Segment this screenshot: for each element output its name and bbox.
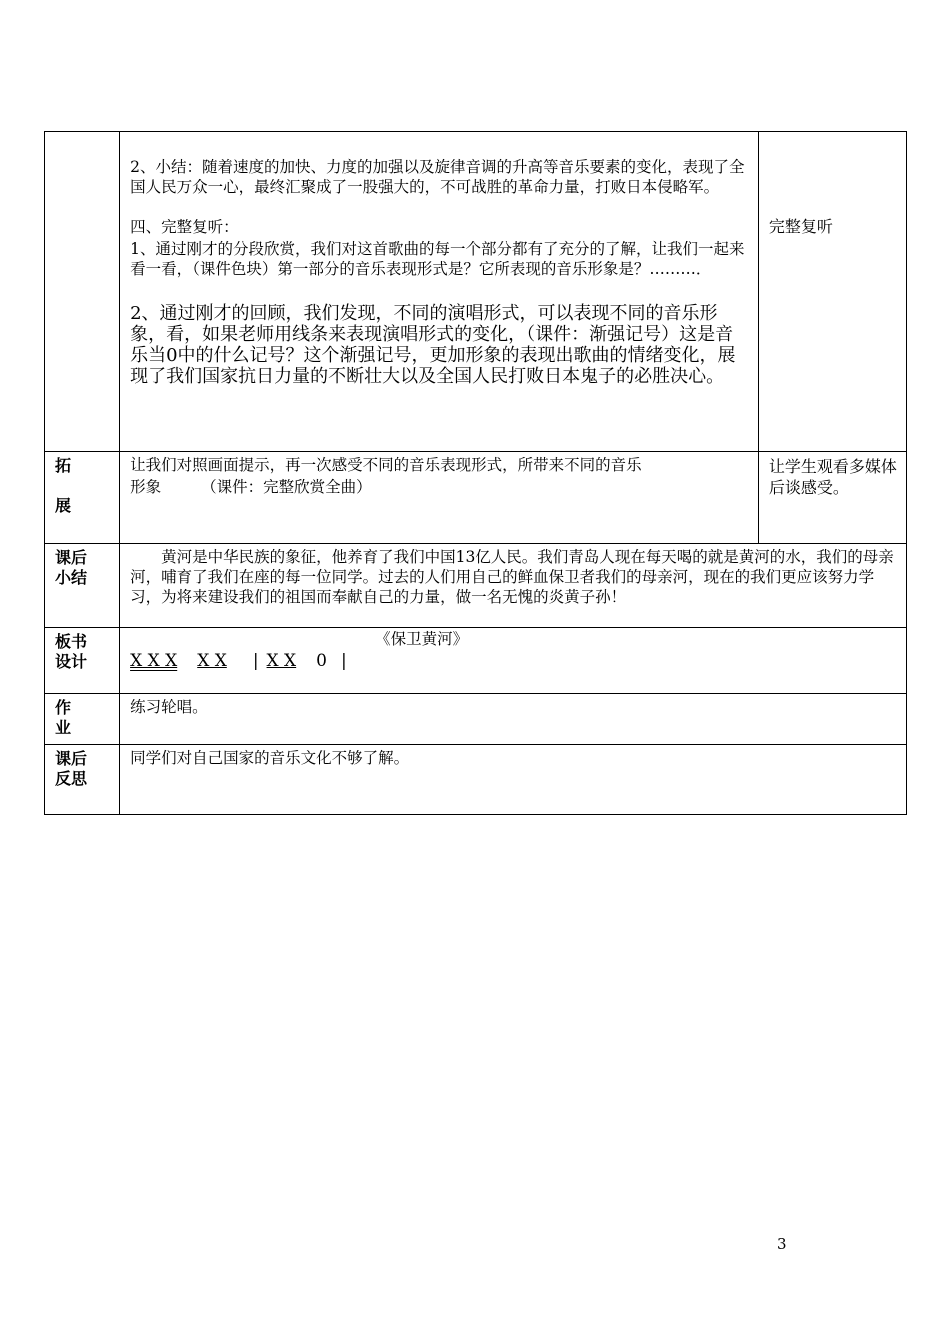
board-label-cell — [45, 628, 120, 694]
extension-side-note: 让学生观看多媒体后谈感受。 — [768, 457, 897, 497]
end-bar-line: | — [340, 651, 347, 671]
board-label-1: 板书 — [55, 632, 88, 651]
extension-label-1: 拓 — [55, 456, 72, 475]
review-section-heading: 四、完整复听： — [130, 218, 239, 236]
summary-row — [45, 544, 907, 628]
summary-label-1: 课后 — [55, 548, 88, 567]
homework-content-cell — [120, 694, 907, 745]
reflection-row — [45, 745, 907, 815]
review-summary: 2、小结：随着速度的加快、力度的加强以及旋律音调的升高等音乐要素的变化，表现了全国人民万众一心，最终汇聚成了一股强大的，不可战胜的革命力量，打败日本侵略军。 — [130, 158, 745, 196]
board-content-cell — [120, 628, 907, 694]
homework-label-2: 业 — [55, 718, 72, 737]
summary-label-2: 小结 — [55, 568, 88, 587]
rhythm-group-2: X X — [197, 651, 227, 671]
review-side-cell — [758, 132, 906, 452]
bar-line: | — [252, 651, 259, 671]
extension-side-cell — [758, 452, 906, 544]
reflection-content-cell — [120, 745, 907, 815]
review-content-cell — [120, 132, 759, 452]
homework-text: 练习轮唱。 — [130, 698, 208, 716]
rhythm-group-1: X X X — [130, 651, 178, 671]
reflection-label-2: 反思 — [55, 769, 88, 788]
board-rhythm-line — [120, 649, 906, 671]
lesson-plan-table — [44, 131, 907, 815]
extension-courseware-note: （课件：完整欣赏全曲） — [201, 478, 372, 496]
review-side-note: 完整复听 — [768, 217, 833, 236]
summary-label-cell — [45, 544, 120, 628]
extension-row — [45, 452, 907, 544]
reflection-text: 同学们对自己国家的音乐文化不够了解。 — [130, 749, 410, 767]
review-label-cell — [45, 132, 120, 452]
reflection-label-cell — [45, 745, 120, 815]
rhythm-group-3: X X — [266, 651, 297, 671]
review-row — [45, 132, 907, 452]
review-point-1: 1、通过刚才的分段欣赏，我们对这首歌曲的每一个部分都有了充分的了解，让我们一起来看一看，（课件色块）第一部分的音乐表现形式是？它所表现的音乐形象是？………． — [130, 240, 745, 278]
homework-label-cell — [45, 694, 120, 745]
review-point-2: 2、通过刚才的回顾，我们发现，不同的演唱形式，可以表现不同的音乐形象，看，如果老师用线条来表现演唱形式的变化，（课件：渐强记号）这是音乐当0中的什么记号？这个渐强记号，更加形象的表现出歌曲的情绪变化，展现了我们国家抗日力量的不断壮大以及全国人民打败日本鬼子的必胜决心。 — [130, 303, 736, 387]
board-title: 《保卫黄河》 — [375, 630, 469, 648]
extension-label-2: 展 — [55, 496, 72, 515]
extension-content-cell — [120, 452, 759, 544]
board-label-2: 设计 — [55, 652, 88, 671]
summary-text: 黄河是中华民族的象征，他养育了我们中国13亿人民。我们青岛人现在每天喝的就是黄河的水，我们的母亲河，哺育了我们在座的每一位同学。过去的人们用自己的鲜血保卫者我们的母亲河，现在的我们更应该努力学习，为将来建设我们的祖国而奉献自己的力量，做一名无愧的炎黄子孙！ — [130, 548, 894, 606]
extension-label-cell — [45, 452, 120, 544]
homework-label-1: 作 — [55, 698, 72, 717]
reflection-label-1: 课后 — [55, 749, 88, 768]
page-number: 3 — [777, 1235, 787, 1253]
board-row — [45, 628, 907, 694]
extension-text-line-1: 让我们对照画面提示，再一次感受不同的音乐表现形式，所带来不同的音乐 — [130, 456, 642, 474]
extension-text-word: 形象 — [130, 478, 162, 496]
homework-row — [45, 694, 907, 745]
summary-content-cell — [120, 544, 907, 628]
extension-text-line-2 — [120, 475, 758, 497]
rest-zero: 0 — [316, 651, 327, 671]
